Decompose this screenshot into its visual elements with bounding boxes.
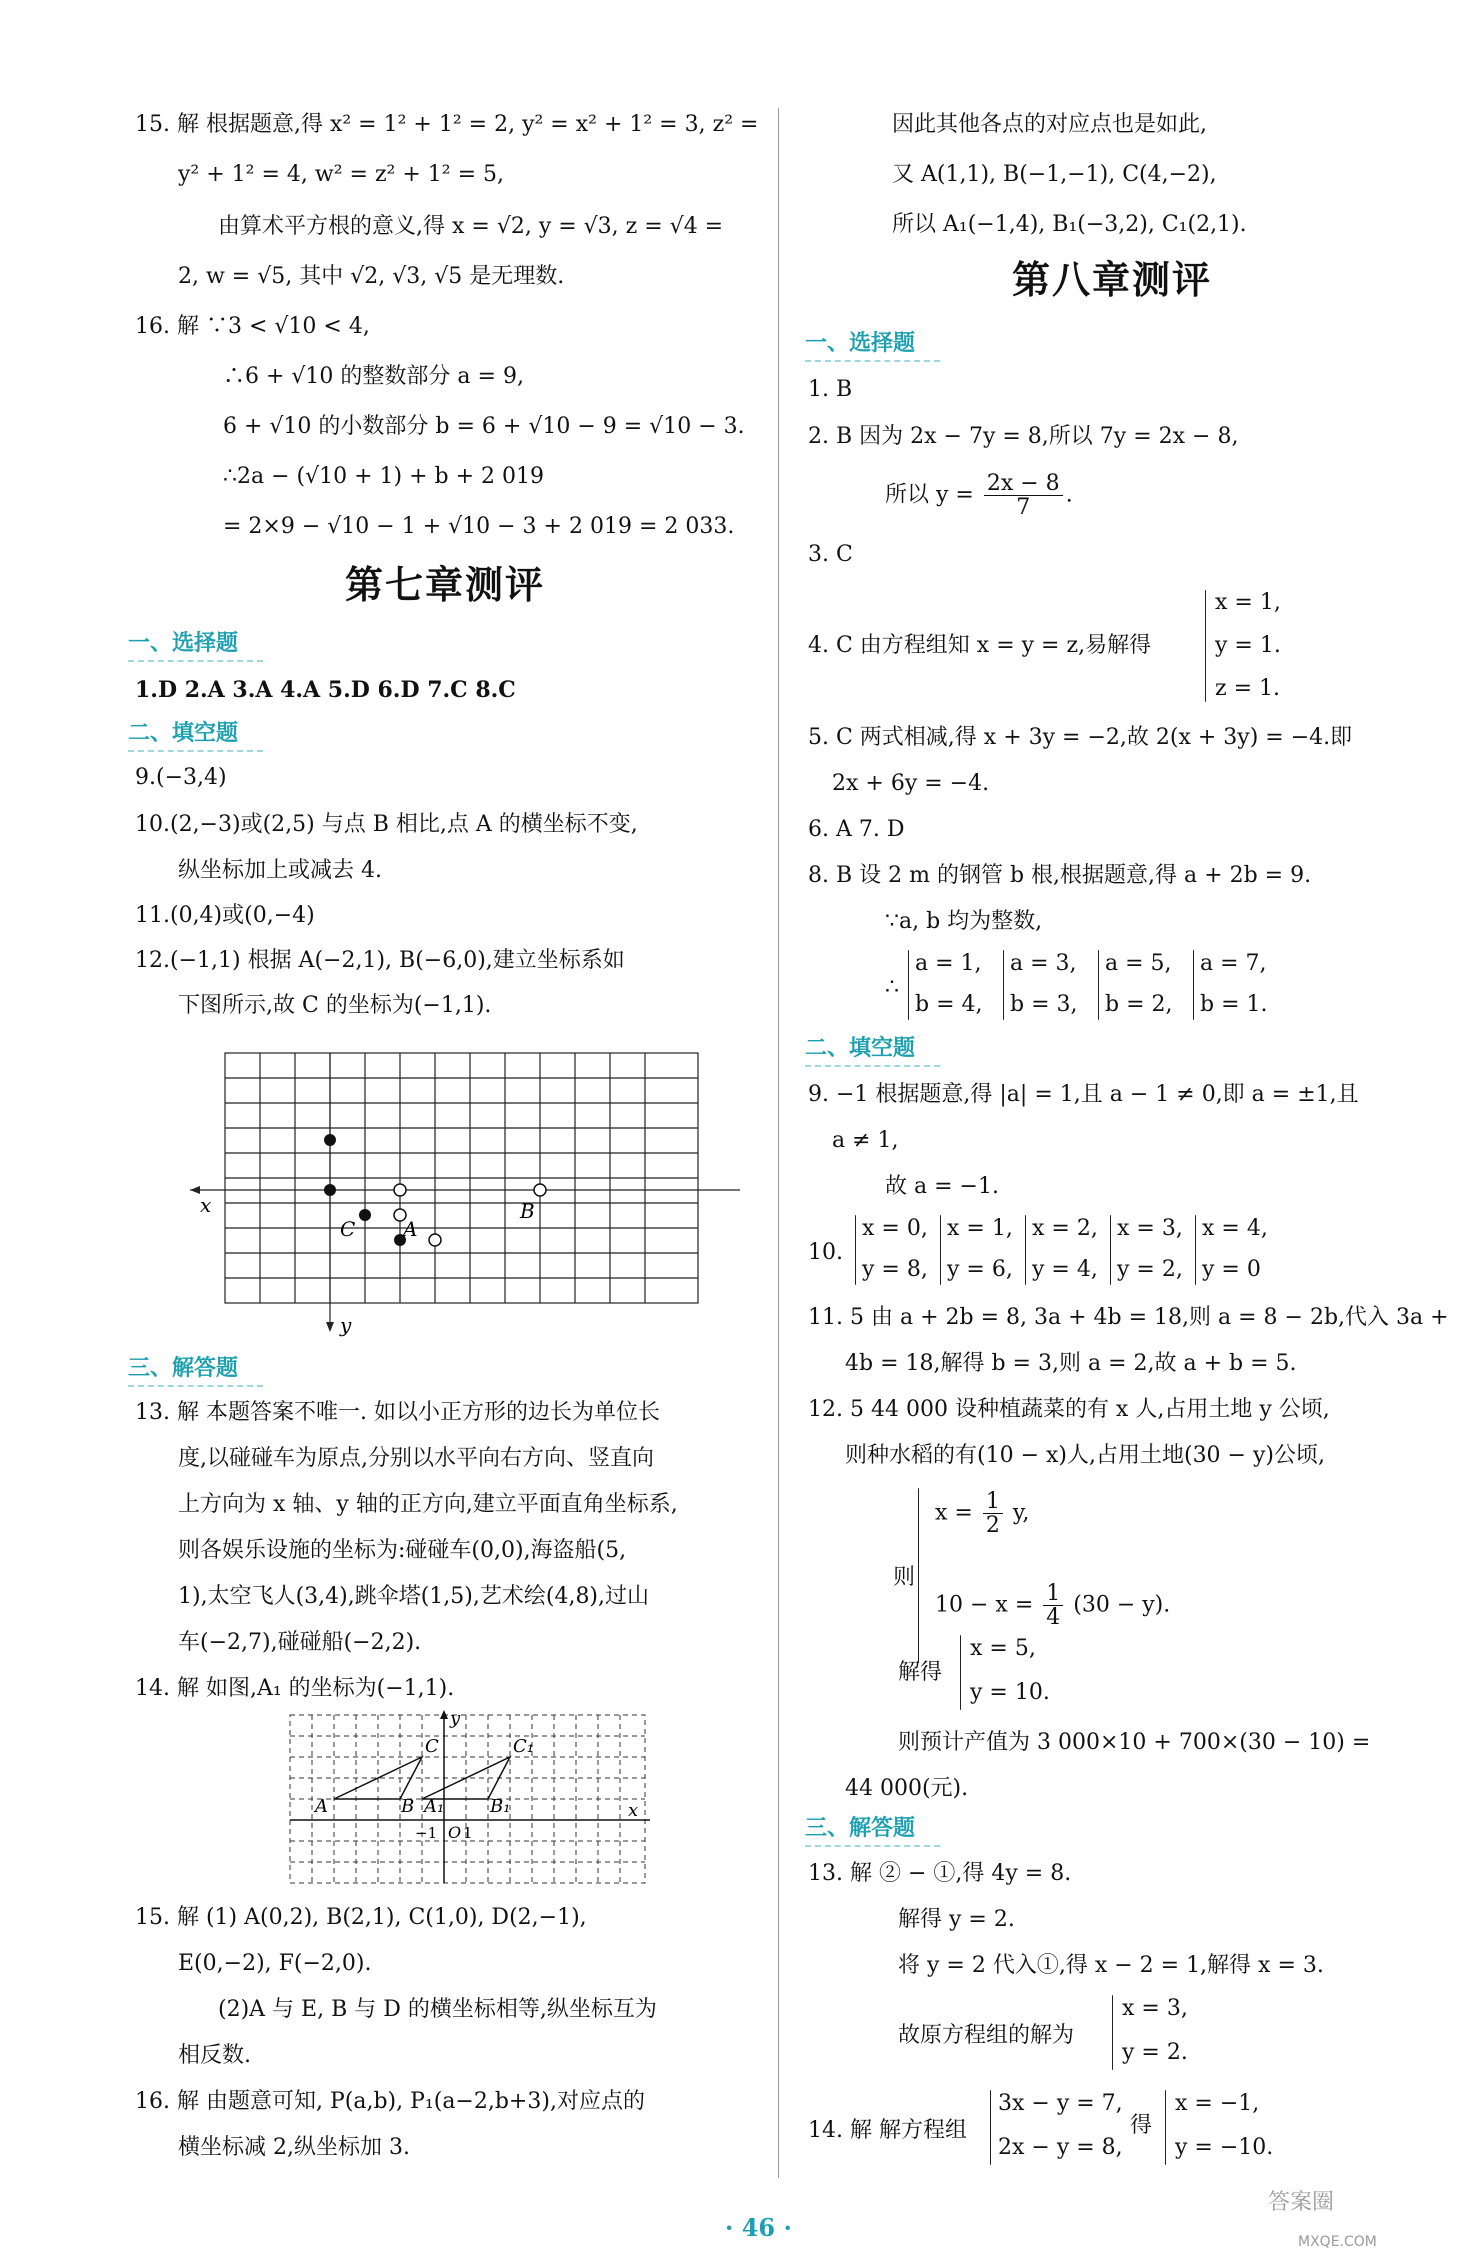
chapter-8-title: 第八章测评 xyxy=(1012,257,1213,302)
q14-sol-brace xyxy=(1165,2090,1166,2165)
q11-line1: 11. 5 由 a + 2b = 8, 3a + 4b = 18,则 a = 8 − 2b,代入 3a + xyxy=(808,1305,1449,1330)
q10-brace-4 xyxy=(1110,1215,1111,1285)
fill-12: 12.(−1,1) 根据 A(−2,1), B(−6,0),建立坐标系如 xyxy=(135,948,625,973)
p16-line1: 16. 解 ∵3 < √10 < 4, xyxy=(135,314,370,339)
frac-num: 1 xyxy=(1043,1582,1063,1606)
q8-s3-b: b = 2, xyxy=(1105,992,1173,1017)
watermark-logo: 答案圈 xyxy=(1268,2190,1335,2215)
x-axis-arrow xyxy=(190,1186,200,1194)
p15b-line4: 相反数. xyxy=(178,2043,251,2068)
q14-brace xyxy=(990,2090,991,2165)
filled-point xyxy=(324,1184,336,1196)
cont-line3: 所以 A₁(−1,4), B₁(−3,2), C₁(2,1). xyxy=(892,212,1247,237)
coordinate-grid-figure xyxy=(180,1040,760,1340)
p13-line1: 13. 解 本题答案不唯一. 如以小正方形的边长为单位长 xyxy=(135,1400,660,1425)
q8-therefore: ∴ xyxy=(885,975,899,1000)
p13-line4: 则各娱乐设施的坐标为:碰碰车(0,0),海盗船(5, xyxy=(178,1538,627,1563)
q8-brace-1 xyxy=(908,950,909,1020)
q2: 2. B 因为 2x − 7y = 8,所以 7y = 2x − 8, xyxy=(808,424,1239,449)
fig2-label-b: B xyxy=(401,1796,415,1817)
fig2-x-label: x xyxy=(628,1800,639,1821)
p15b-line3: (2)A 与 E, B 与 D 的横坐标相等,纵坐标互为 xyxy=(218,1997,657,2022)
grid-lines xyxy=(225,1053,698,1303)
cont-line1: 因此其他各点的对应点也是如此, xyxy=(892,112,1207,137)
q12-solve: 解得 xyxy=(898,1660,943,1685)
q10-s2-a: x = 1, xyxy=(947,1216,1013,1241)
ch8-section-fill: 二、填空题 xyxy=(805,1035,916,1061)
q8-brace-3 xyxy=(1098,950,1099,1020)
q13-brace xyxy=(1112,1995,1113,2070)
hollow-point xyxy=(429,1234,441,1246)
q13-line1: 13. 解 ② − ①,得 4y = 8. xyxy=(808,1861,1072,1886)
q10-s5-b: y = 0 xyxy=(1202,1257,1261,1282)
p16b-line1: 16. 解 由题意可知, P(a,b), P₁(a−2,b+3),对应点的 xyxy=(135,2089,645,2114)
q10-brace-5 xyxy=(1195,1215,1196,1285)
chapter-7-title: 第七章测评 xyxy=(345,562,546,607)
fill-12-cont: 下图所示,故 C 的坐标为(−1,1). xyxy=(178,993,492,1018)
fig2-label-b1: B₁ xyxy=(490,1796,511,1817)
translation-figure xyxy=(285,1710,655,1890)
p15b-line2: E(0,−2), F(−2,0). xyxy=(178,1951,372,1976)
q10-s3-a: x = 2, xyxy=(1032,1216,1098,1241)
page-number: · 46 · xyxy=(725,2213,792,2242)
q12-eq1-lhs: x = xyxy=(935,1500,973,1526)
q10-s1-b: y = 8, xyxy=(862,1257,928,1282)
q12-sol-2: y = 10. xyxy=(970,1680,1050,1705)
q8-brace-4 xyxy=(1193,950,1194,1020)
hollow-point xyxy=(394,1184,406,1196)
q10-s2-b: y = 6, xyxy=(947,1257,1013,1282)
q2-fraction xyxy=(984,472,1063,519)
ch7-choice-answers: 1.D 2.A 3.A 4.A 5.D 6.D 7.C 8.C xyxy=(135,677,516,703)
q4-eq1: x = 1, xyxy=(1215,590,1281,615)
q8-line2: ∵a, b 均为整数, xyxy=(885,909,1043,934)
q10: 10. xyxy=(808,1240,843,1265)
q12-eq1-rhs: y, xyxy=(1012,1500,1030,1526)
q12-sol-1: x = 5, xyxy=(970,1636,1036,1661)
q14-sol-2: y = −10. xyxy=(1175,2135,1274,2160)
q10-s4-b: y = 2, xyxy=(1117,1257,1183,1282)
q9-line1: 9. −1 根据题意,得 |a| = 1,且 a − 1 ≠ 0,即 a = ±1,且 xyxy=(808,1082,1359,1107)
q13-sol-2: y = 2. xyxy=(1122,2040,1188,2065)
q9-line3: 故 a = −1. xyxy=(885,1174,999,1199)
q8-s3-a: a = 5, xyxy=(1105,951,1172,976)
q4-brace xyxy=(1205,590,1206,702)
q10-brace-2 xyxy=(940,1215,941,1285)
frac-num: 1 xyxy=(983,1490,1003,1514)
q12-end-2: 44 000(元). xyxy=(845,1776,969,1801)
q14-sol-1: x = −1, xyxy=(1175,2091,1260,2116)
q3: 3. C xyxy=(808,542,853,567)
p13-line6: 车(−2,7),碰碰船(−2,2). xyxy=(178,1630,422,1655)
fig2-label-c: C xyxy=(425,1736,439,1757)
p14-line: 14. 解 如图,A₁ 的坐标为(−1,1). xyxy=(135,1676,455,1701)
q12-eq2-lhs: 10 − x = xyxy=(935,1592,1034,1618)
q5-line1: 5. C 两式相减,得 x + 3y = −2,故 2(x + 3y) = −4.即 xyxy=(808,725,1353,750)
q8-s4-a: a = 7, xyxy=(1200,951,1267,976)
q12-then: 则 xyxy=(893,1565,916,1590)
p15-line3: 由算术平方根的意义,得 x = √2, y = √3, z = √4 = xyxy=(218,214,724,239)
q10-s3-b: y = 4, xyxy=(1032,1257,1098,1282)
q5-line2: 2x + 6y = −4. xyxy=(832,771,990,796)
q8-brace-2 xyxy=(1003,950,1004,1020)
q12-brace xyxy=(918,1488,919,1663)
p16-line3: 6 + √10 的小数部分 b = 6 + √10 − 9 = √10 − 3. xyxy=(223,414,745,439)
p16b-line2: 横坐标减 2,纵坐标加 3. xyxy=(178,2135,410,2160)
column-divider xyxy=(778,108,779,2178)
fig2-label-a: A xyxy=(315,1796,328,1817)
p13-line2: 度,以碰碰车为原点,分别以水平向右方向、竖直向 xyxy=(178,1446,654,1471)
y-axis-label: y xyxy=(340,1313,352,1337)
q6-7: 6. A 7. D xyxy=(808,817,905,842)
q2-lead: 所以 y = xyxy=(885,482,974,508)
q10-s4-a: x = 3, xyxy=(1117,1216,1183,1241)
q2-denominator: 7 xyxy=(1016,495,1031,521)
frac-den: 4 xyxy=(1046,1605,1061,1631)
fig2-tick-1: 1 xyxy=(463,1824,473,1842)
label-a: A xyxy=(403,1217,418,1241)
q10-s1-a: x = 0, xyxy=(862,1216,928,1241)
q9-line2: a ≠ 1, xyxy=(832,1128,899,1153)
q12-eq1 xyxy=(935,1490,1029,1537)
q8-s1-b: b = 4, xyxy=(915,992,983,1017)
fig2-y-label: y xyxy=(450,1710,461,1729)
fig2-label-a1: A₁ xyxy=(424,1796,445,1817)
q10-brace-3 xyxy=(1025,1215,1026,1285)
q11-line2: 4b = 18,解得 b = 3,则 a = 2,故 a + b = 5. xyxy=(845,1351,1297,1376)
q1: 1. B xyxy=(808,377,853,402)
q12-line2: 则种水稻的有(10 − x)人,占用土地(30 − y)公顷, xyxy=(845,1443,1325,1468)
watermark-url: MXQE.COM xyxy=(1298,2234,1377,2250)
fig2-origin: O xyxy=(448,1823,462,1842)
ch7-section-choice: 一、选择题 xyxy=(128,630,239,656)
label-c: C xyxy=(340,1217,356,1241)
fill-10: 10.(2,−3)或(2,5) 与点 B 相比,点 A 的横坐标不变, xyxy=(135,812,638,837)
q14-mid: 得 xyxy=(1130,2113,1153,2138)
ch7-section-fill: 二、填空题 xyxy=(128,720,239,746)
filled-point xyxy=(324,1134,336,1146)
p15b-line1: 15. 解 (1) A(0,2), B(2,1), C(1,0), D(2,−1), xyxy=(135,1905,587,1930)
q12-eq2 xyxy=(935,1582,1170,1629)
p15-line2: y² + 1² = 4, w² = z² + 1² = 5, xyxy=(178,162,505,187)
fig2-label-c1: C₁ xyxy=(513,1736,534,1757)
q12-end-1: 则预计产值为 3 000×10 + 700×(30 − 10) = xyxy=(898,1730,1371,1755)
p16-line2: ∴6 + √10 的整数部分 a = 9, xyxy=(223,364,524,389)
ch8-section-answer: 三、解答题 xyxy=(805,1815,916,1841)
y-axis-arrow xyxy=(326,1322,334,1332)
q14-eq1: 3x − y = 7, xyxy=(998,2091,1123,2116)
q4: 4. C 由方程组知 x = y = z,易解得 xyxy=(808,633,1152,658)
ch7-section-answer: 三、解答题 xyxy=(128,1355,239,1381)
p16-line5: = 2×9 − √10 − 1 + √10 − 3 + 2 019 = 2 033. xyxy=(223,514,735,539)
q12-frac-quarter xyxy=(1043,1582,1063,1629)
fill-9: 9.(−3,4) xyxy=(135,765,227,790)
q2-formula: 所以 y = $\frac{2x - 8}{7}$ . xyxy=(885,471,1073,521)
q10-s5-a: x = 4, xyxy=(1202,1216,1268,1241)
fill-10-cont: 纵坐标加上或减去 4. xyxy=(178,858,382,883)
q12-line1: 12. 5 44 000 设种植蔬菜的有 x 人,占用土地 y 公顷, xyxy=(808,1397,1330,1422)
p15-line1: 15. 解 根据题意,得 x² = 1² + 1² = 2, y² = x² + 1² = 3, z² = xyxy=(135,112,759,137)
p15-line4: 2, w = √5, 其中 √2, √3, √5 是无理数. xyxy=(178,264,565,289)
q4-eq3: z = 1. xyxy=(1215,676,1281,701)
q8-s4-b: b = 1. xyxy=(1200,992,1268,1017)
q13-line2: 解得 y = 2. xyxy=(898,1907,1015,1932)
q8-s2-a: a = 3, xyxy=(1010,951,1077,976)
q14-eq2: 2x − y = 8, xyxy=(998,2135,1123,2160)
q2-numerator: 2x − 8 xyxy=(984,472,1063,496)
fig2-tick-neg1: −1 xyxy=(415,1824,438,1842)
q12-sol-brace xyxy=(960,1635,961,1710)
x-axis-label: x xyxy=(200,1193,212,1217)
ch8-section-choice: 一、选择题 xyxy=(805,330,916,356)
q13-sol-text: 故原方程组的解为 xyxy=(898,2023,1075,2048)
fill-11: 11.(0,4)或(0,−4) xyxy=(135,903,315,928)
p16-line4: ∴2a − (√10 + 1) + b + 2 019 xyxy=(223,464,545,489)
q12-frac-half xyxy=(983,1490,1003,1537)
q8-s1-a: a = 1, xyxy=(915,951,982,976)
q13-line3: 将 y = 2 代入①,得 x − 2 = 1,解得 x = 3. xyxy=(898,1953,1324,1978)
point-b xyxy=(534,1184,546,1196)
label-b: B xyxy=(520,1199,535,1223)
point-c xyxy=(359,1209,371,1221)
cont-line2: 又 A(1,1), B(−1,−1), C(4,−2), xyxy=(892,162,1217,187)
q8: 8. B 设 2 m 的钢管 b 根,根据题意,得 a + 2b = 9. xyxy=(808,863,1312,888)
p13-line3: 上方向为 x 轴、y 轴的正方向,建立平面直角坐标系, xyxy=(178,1492,678,1517)
q14-text: 14. 解 解方程组 xyxy=(808,2118,967,2143)
q12-eq2-rhs: (30 − y). xyxy=(1073,1592,1171,1618)
p13-line5: 1),太空飞人(3,4),跳伞塔(1,5),艺术绘(4,8),过山 xyxy=(178,1584,650,1609)
q4-eq2: y = 1. xyxy=(1215,633,1281,658)
q8-s2-b: b = 3, xyxy=(1010,992,1078,1017)
q10-brace-1 xyxy=(855,1215,856,1285)
q13-sol-1: x = 3, xyxy=(1122,1996,1188,2021)
frac-den: 2 xyxy=(985,1513,1000,1539)
